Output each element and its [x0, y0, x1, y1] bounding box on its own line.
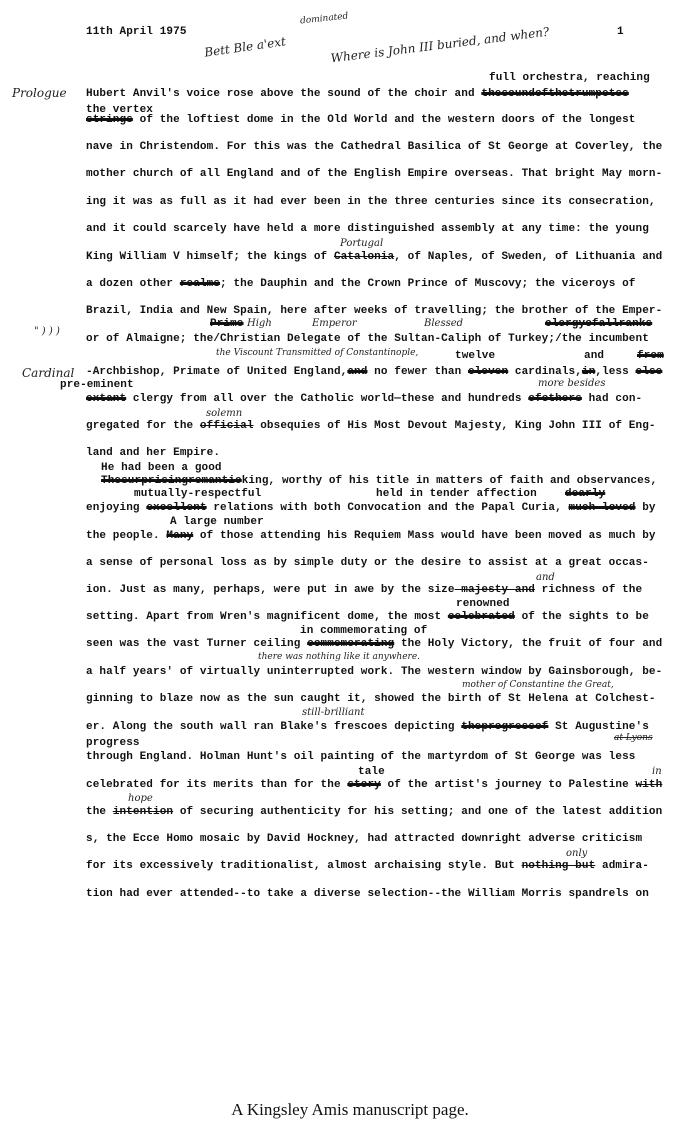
- text-line: a sense of personal loss as by simple duty or the desire to assist at a great occas-: [86, 557, 649, 569]
- text-line: strings of the loftiest dome in the Old World and the western doors of the longest: [86, 114, 636, 126]
- text-line: Hubert Anvil's voice rose above the sound of the choir and thesoundofthetrumpetss: [86, 88, 629, 100]
- text-line: mother church of all England and of the English Empire overseas. That bright May morn-: [86, 168, 663, 180]
- text-line: a dozen other realms; the Dauphin and the Crown Prince of Muscovy; the viceroys of: [86, 278, 636, 290]
- insert-dearly: dearly: [565, 488, 606, 500]
- insert-high: High: [247, 318, 272, 329]
- insert-still-brilliant: still-brilliant: [302, 707, 365, 718]
- insert-in: in: [652, 766, 662, 777]
- text-line: gregated for the official obsequies of His Most Devout Majesty, King John III of Eng-: [86, 420, 656, 432]
- text-line: or of Almaigne; the/Christian Delegate of the Sultan-Caliph of Turkey;/the incumbent: [86, 333, 649, 345]
- text-line: through England. Holman Hunt's oil painting of the martyrdom of St George was less: [86, 751, 636, 763]
- insert-pre-eminent: pre-eminent: [60, 379, 134, 391]
- text-line: s, the Ecce Homo mosaic by David Hockney, had attracted downright adverse criticism: [86, 833, 643, 845]
- insert-mutually: mutually-respectful: [134, 488, 262, 500]
- margin-marker: " ) ) ): [34, 326, 60, 337]
- text-line: nave in Christendom. For this was the Cathedral Basilica of St George at Coverley, the: [86, 141, 663, 153]
- insert-commemorating: in commemorating of: [300, 625, 428, 637]
- text-line: for its excessively traditionalist, almost archaising style. But nothing but admira-: [86, 860, 649, 872]
- text-line: enjoying excellent relations with both Convocation and the Papal Curia, much loved by: [86, 502, 656, 514]
- insert-only: only: [566, 848, 588, 859]
- text-line: and it could scarcely have held a more distinguished assembly at any time: the young: [86, 223, 649, 235]
- handwritten-question: Where is John III buried, and when?: [329, 24, 551, 66]
- insert-struck: Prime: [210, 318, 244, 330]
- insert-lyons: at Lyons: [614, 733, 653, 743]
- insert-blessed: Blessed: [424, 318, 464, 329]
- insert-line-1: full orchestra, reaching: [489, 72, 650, 84]
- text-line: the intention of securing authenticity for his setting; and one of the latest addition: [86, 806, 663, 818]
- text-line: Thesurprisingromanticking, worthy of his title in matters of faith and observances,: [101, 475, 658, 487]
- text-line: tion had ever attended--to take a diverse selection--the William Morris spandrels on: [86, 888, 649, 900]
- text-line: Brazil, India and New Spain, here after weeks of travelling; the brother of the Emper-: [86, 305, 663, 317]
- margin-cardinal: Cardinal: [22, 366, 75, 380]
- text-line: the vertex: [86, 104, 154, 116]
- insert-mother-constantine: mother of Constantine the Great,: [462, 680, 614, 690]
- insert-more-besides: more besides: [538, 378, 606, 389]
- text-line: er. Along the south wall ran Blake's frescoes depicting theprogressof St Augustine's: [86, 721, 649, 733]
- insert-nothing-like: there was nothing like it anywhere.: [258, 652, 421, 662]
- text-line: the people. Many of those attending his Requiem Mass would have been moved as much by: [86, 530, 656, 542]
- insert-solemn: solemn: [206, 408, 243, 419]
- insert-tale: tale: [358, 766, 385, 778]
- insert-portugal: Portugal: [340, 238, 384, 249]
- insert-and: and: [584, 350, 605, 362]
- handwritten-note-left: Bett Ble a'ext: [203, 34, 287, 60]
- insert-struck-2: clergyofallranks: [545, 318, 653, 330]
- insert-twelve: twelve: [455, 350, 496, 362]
- text-line: ginning to blaze now as the sun caught it, showed the birth of St Helena at Colchest-: [86, 693, 656, 705]
- insert-large-number: A large number: [170, 516, 264, 528]
- text-line: land and her Empire.: [86, 447, 221, 459]
- page-number: 1: [617, 26, 624, 38]
- handwritten-note-small: dominated: [299, 11, 349, 27]
- insert-viscount: the Viscount Transmitted of Constantinople,: [216, 348, 419, 358]
- insert-good: He had been a good: [101, 462, 222, 474]
- text-line: progress: [86, 737, 140, 749]
- text-line: celebrated for its merits than for the story of the artist's journey to Palestine with: [86, 779, 663, 791]
- text-line: extant clergy from all over the Catholic world—these and hundreds ofothers had con-: [86, 393, 643, 405]
- text-line: a half years' of virtually uninterrupted work. The western window by Gainsborough, be-: [86, 666, 663, 678]
- insert-hope: hope: [128, 793, 153, 804]
- figure-caption: A Kingsley Amis manuscript page.: [231, 1100, 469, 1119]
- insert-and-2: and: [536, 572, 555, 583]
- text-line: setting. Apart from Wren's magnificent dome, the most celebrated of the sights to be: [86, 611, 649, 623]
- margin-prologue: Prologue: [12, 86, 67, 100]
- text-line: ing it was as full as it had ever been in the three centuries since its consecration,: [86, 196, 656, 208]
- insert-from: from: [637, 350, 664, 362]
- text-line: -Archbishop, Primate of United England,and no fewer than eleven cardinals,in,less else: [86, 366, 663, 378]
- insert-renowned: renowned: [456, 598, 510, 610]
- date: 11th April 1975: [86, 26, 187, 38]
- text-line: seen was the vast Turner ceiling commemorating the Holy Victory, the fruit of four and: [86, 638, 663, 650]
- text-line: ion. Just as many, perhaps, were put in awe by the size majesty and richness of the: [86, 584, 643, 596]
- insert-held: held in tender affection: [376, 488, 537, 500]
- insert-emperor: Emperor: [312, 318, 357, 329]
- text-line: King William V himself; the kings of Catalonia, of Naples, of Sweden, of Lithuania and: [86, 251, 663, 263]
